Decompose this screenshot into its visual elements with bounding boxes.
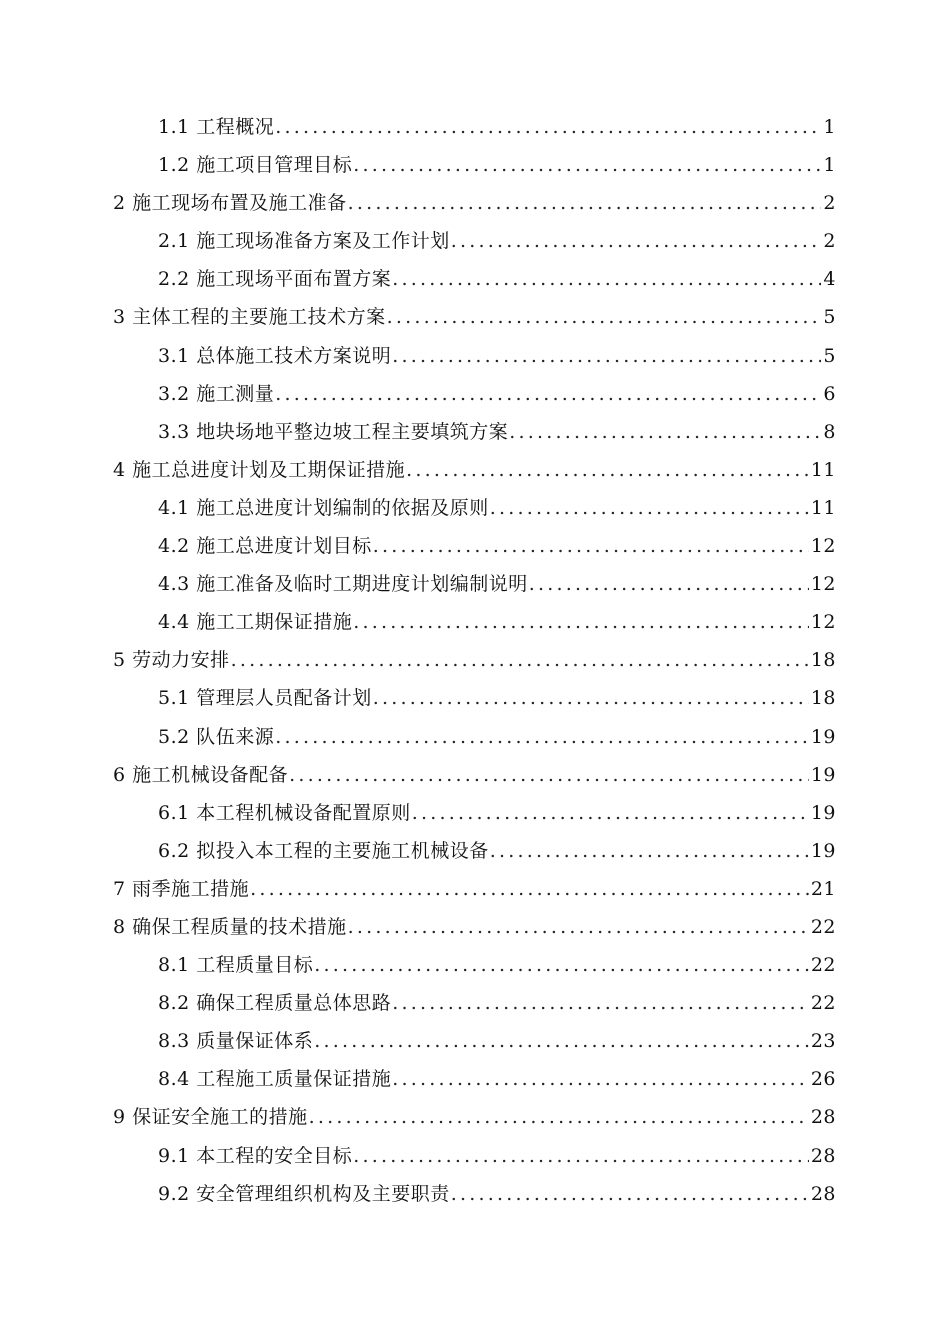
toc-entry[interactable]	[0, 565, 950, 603]
toc-entry-page-number: 12	[810, 535, 836, 558]
toc-entry-page-number: 22	[810, 915, 836, 938]
toc-entry-title: 4.2 施工总进度计划目标	[158, 535, 372, 558]
dot-leader	[275, 375, 821, 413]
toc-entry-title: 7 雨季施工措施	[113, 877, 250, 900]
toc-entry[interactable]	[0, 489, 950, 527]
dot-leader	[348, 184, 822, 222]
dot-leader	[314, 1022, 809, 1060]
dot-leader	[353, 146, 821, 184]
toc-entry-page-number: 19	[810, 725, 836, 748]
toc-entry-page-number: 1	[823, 154, 836, 177]
toc-entry-title: 3.3 地块场地平整边坡工程主要填筑方案	[158, 420, 509, 443]
dot-leader	[392, 984, 809, 1022]
toc-entry-title: 3.1 总体施工技术方案说明	[158, 344, 392, 367]
toc-entry[interactable]	[0, 413, 950, 451]
toc-entry-title: 6 施工机械设备配备	[113, 763, 289, 786]
toc-entry-title: 1.1 工程概况	[158, 116, 275, 138]
dot-leader	[353, 603, 809, 641]
toc-entry-page-number: 2	[823, 230, 836, 253]
toc-entry-title: 8.4 工程施工质量保证措施	[158, 1068, 392, 1091]
toc-entry-page-number: 19	[810, 839, 836, 862]
toc-entry-title: 1.2 施工项目管理目标	[158, 154, 353, 177]
dot-leader	[392, 337, 821, 375]
toc-entry[interactable]	[0, 641, 950, 679]
toc-entry-title: 6.2 拟投入本工程的主要施工机械设备	[158, 839, 489, 862]
toc-entry-title: 4.1 施工总进度计划编制的依据及原则	[158, 496, 489, 519]
toc-entry-page-number: 1	[823, 116, 836, 138]
toc-entry-title: 2.1 施工现场准备方案及工作计划	[158, 230, 450, 253]
toc-entry-page-number: 12	[810, 611, 836, 634]
toc-entry-page-number: 12	[810, 573, 836, 596]
toc-entry-title: 9 保证安全施工的措施	[113, 1106, 308, 1129]
toc-entry-page-number: 19	[810, 763, 836, 786]
dot-leader	[392, 260, 821, 298]
toc-entry-title: 8.2 确保工程质量总体思路	[158, 992, 392, 1015]
dot-leader	[309, 1098, 809, 1136]
dot-leader	[314, 946, 809, 984]
toc-entry-title: 8 确保工程质量的技术措施	[113, 915, 347, 938]
dot-leader	[275, 718, 809, 756]
dot-leader	[353, 1137, 809, 1175]
dot-leader	[412, 794, 809, 832]
toc-entry-page-number: 28	[810, 1182, 836, 1205]
dot-leader	[250, 870, 809, 908]
dot-leader	[373, 679, 809, 717]
toc-entry[interactable]	[0, 756, 950, 794]
toc-entry[interactable]	[0, 870, 950, 908]
toc-entry-page-number: 21	[810, 877, 836, 900]
dot-leader	[529, 565, 809, 603]
toc-entry-title: 4.4 施工工期保证措施	[158, 611, 353, 634]
dot-leader	[490, 489, 809, 527]
toc-entry-title: 3.2 施工测量	[158, 382, 275, 405]
dot-leader	[406, 451, 809, 489]
toc-entry[interactable]	[0, 1022, 950, 1060]
toc-entry-page-number: 18	[810, 649, 836, 672]
toc-entry[interactable]	[0, 946, 950, 984]
toc-entry[interactable]	[0, 603, 950, 641]
toc-entry-title: 8.1 工程质量目标	[158, 954, 314, 977]
toc-entry-page-number: 28	[810, 1106, 836, 1129]
toc-entry[interactable]	[0, 108, 950, 146]
toc-entry[interactable]	[0, 794, 950, 832]
toc-entry-page-number: 5	[823, 344, 836, 367]
toc-entry[interactable]	[0, 375, 950, 413]
dot-leader	[348, 908, 809, 946]
toc-entry-page-number: 4	[823, 268, 836, 291]
toc-entry-title: 8.3 质量保证体系	[158, 1030, 314, 1053]
toc-entry-page-number: 11	[810, 458, 836, 481]
toc-entry-title: 5 劳动力安排	[113, 649, 230, 672]
toc-entry-page-number: 11	[810, 496, 836, 519]
dot-leader	[373, 527, 809, 565]
toc-entry-page-number: 19	[810, 801, 836, 824]
dot-leader	[451, 222, 822, 260]
dot-leader	[392, 1060, 809, 1098]
dot-leader	[289, 756, 809, 794]
toc-entry-page-number: 23	[810, 1030, 836, 1053]
dot-leader	[490, 832, 809, 870]
toc-entry-page-number: 28	[810, 1144, 836, 1167]
toc-entry-page-number: 18	[810, 687, 836, 710]
toc-entry[interactable]	[0, 184, 950, 222]
toc-entry[interactable]	[0, 337, 950, 375]
toc-entry-page-number: 22	[810, 992, 836, 1015]
toc-entry-title: 9.1 本工程的安全目标	[158, 1144, 353, 1167]
toc-entry-title: 9.2 安全管理组织机构及主要职责	[158, 1182, 450, 1205]
dot-leader	[387, 298, 822, 336]
toc-entry-title: 4 施工总进度计划及工期保证措施	[113, 458, 406, 481]
toc-entry-page-number: 26	[810, 1068, 836, 1091]
toc-entry[interactable]	[0, 222, 950, 260]
dot-leader	[451, 1175, 809, 1213]
toc-entry[interactable]	[0, 718, 950, 756]
toc-entry[interactable]	[0, 832, 950, 870]
toc-entry-title: 2.2 施工现场平面布置方案	[158, 268, 392, 291]
toc-entry[interactable]	[0, 1137, 950, 1175]
toc-entry-title: 6.1 本工程机械设备配置原则	[158, 801, 411, 824]
toc-entry-page-number: 2	[823, 192, 836, 215]
toc-entry-page-number: 5	[823, 306, 836, 329]
toc-entry-page-number: 8	[823, 420, 836, 443]
toc-entry-title: 5.2 队伍来源	[158, 725, 275, 748]
toc-entry[interactable]	[0, 984, 950, 1022]
toc-entry[interactable]	[0, 451, 950, 489]
toc-entry-page-number: 6	[823, 382, 836, 405]
toc-entry[interactable]	[0, 1175, 950, 1213]
toc-entry-title: 3 主体工程的主要施工技术方案	[113, 306, 386, 329]
toc-entry[interactable]	[0, 679, 950, 717]
toc-entry-page-number: 22	[810, 954, 836, 977]
toc-entry[interactable]	[0, 527, 950, 565]
dot-leader	[231, 641, 809, 679]
toc-entry[interactable]	[0, 260, 950, 298]
toc-entry-title: 2 施工现场布置及施工准备	[113, 192, 347, 215]
toc-entry[interactable]	[0, 298, 950, 336]
toc-entry[interactable]	[0, 1060, 950, 1098]
toc-entry[interactable]	[0, 908, 950, 946]
dot-leader	[275, 108, 821, 146]
toc-entry-title: 4.3 施工准备及临时工期进度计划编制说明	[158, 573, 528, 596]
toc-entry[interactable]	[0, 1098, 950, 1136]
dot-leader	[509, 413, 821, 451]
toc-entry[interactable]	[0, 146, 950, 184]
table-of-contents	[0, 108, 950, 1213]
toc-entry-title: 5.1 管理层人员配备计划	[158, 687, 372, 710]
